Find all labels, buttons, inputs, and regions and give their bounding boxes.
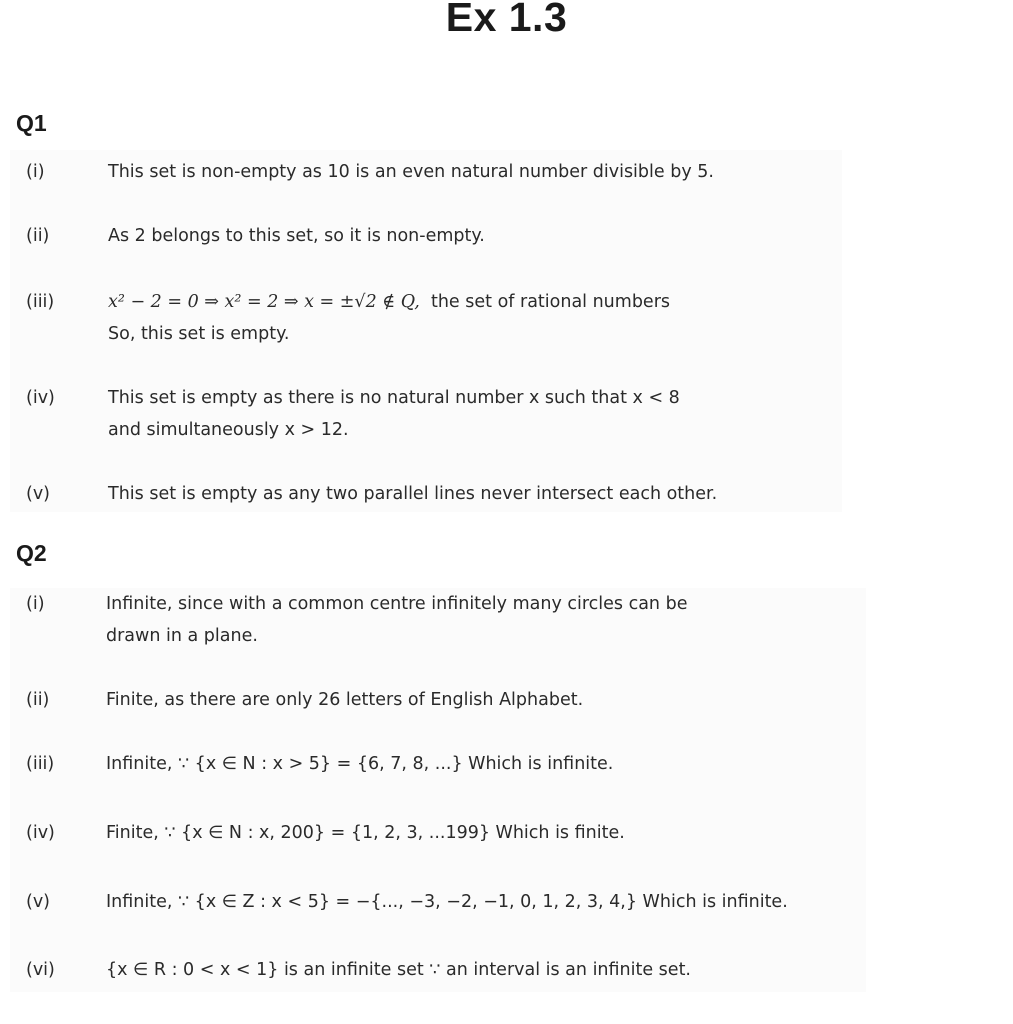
question-heading-q2: Q2 xyxy=(16,540,47,566)
q2-item-v xyxy=(10,886,866,918)
q1-item-i xyxy=(10,156,842,188)
item-text: the set of rational numbers xyxy=(430,292,671,312)
item-text: Infinite, ∵ {x ∈ Z : x < 5} = −{..., −3, −2, −1, 0, 1, 2, 3, 4,} Which is infinite. xyxy=(106,892,788,912)
item-text: Infinite, since with a common centre infinitely many circles can be xyxy=(106,594,688,614)
item-number: (iii) xyxy=(26,292,55,312)
item-text: Finite, ∵ {x ∈ N : x, 200} = {1, 2, 3, ...199} Which is finite. xyxy=(106,823,625,843)
item-number: (i) xyxy=(26,162,45,182)
item-number: (ii) xyxy=(26,226,50,246)
q1-item-iii xyxy=(10,286,842,350)
item-text: This set is empty as there is no natural number x such that x < 8 xyxy=(108,388,680,408)
item-number: (iv) xyxy=(26,388,55,408)
item-number: (ii) xyxy=(26,690,50,710)
item-text: {x ∈ R : 0 < x < 1} is an infinite set ∵ an interval is an infinite set. xyxy=(106,960,691,980)
item-text-line2: drawn in a plane. xyxy=(106,626,258,646)
item-number: (i) xyxy=(26,594,45,614)
q1-answer-panel xyxy=(10,150,842,512)
item-number: (vi) xyxy=(26,960,55,980)
item-text-line2: and simultaneously x > 12. xyxy=(108,420,349,440)
q2-item-iii xyxy=(10,748,866,780)
item-number: (v) xyxy=(26,484,51,504)
page-title: Ex 1.3 xyxy=(445,0,568,40)
q2-item-i xyxy=(10,588,866,652)
item-text: This set is non-empty as 10 is an even natural number divisible by 5. xyxy=(108,162,714,182)
question-heading-q1: Q1 xyxy=(16,110,47,136)
item-number: (iv) xyxy=(26,823,55,843)
q1-item-ii xyxy=(10,220,842,252)
q2-item-vi xyxy=(10,954,866,986)
math-expression: x² − 2 = 0 ⇒ x² = 2 ⇒ x = ±√2 ∉ Q, xyxy=(108,292,420,312)
item-text: Finite, as there are only 26 letters of English Alphabet. xyxy=(106,690,584,710)
item-text: As 2 belongs to this set, so it is non-empty. xyxy=(108,226,485,246)
item-text: Infinite, ∵ {x ∈ N : x > 5} = {6, 7, 8, ...} Which is infinite. xyxy=(106,754,614,774)
item-number: (v) xyxy=(26,892,51,912)
q2-item-iv xyxy=(10,817,866,849)
item-text-line2: So, this set is empty. xyxy=(108,324,290,344)
q2-answer-panel xyxy=(10,588,866,992)
q1-item-iv xyxy=(10,382,842,446)
q2-item-ii xyxy=(10,684,866,716)
item-number: (iii) xyxy=(26,754,55,774)
q1-item-v xyxy=(10,478,842,510)
item-text: This set is empty as any two parallel lines never intersect each other. xyxy=(108,484,718,504)
